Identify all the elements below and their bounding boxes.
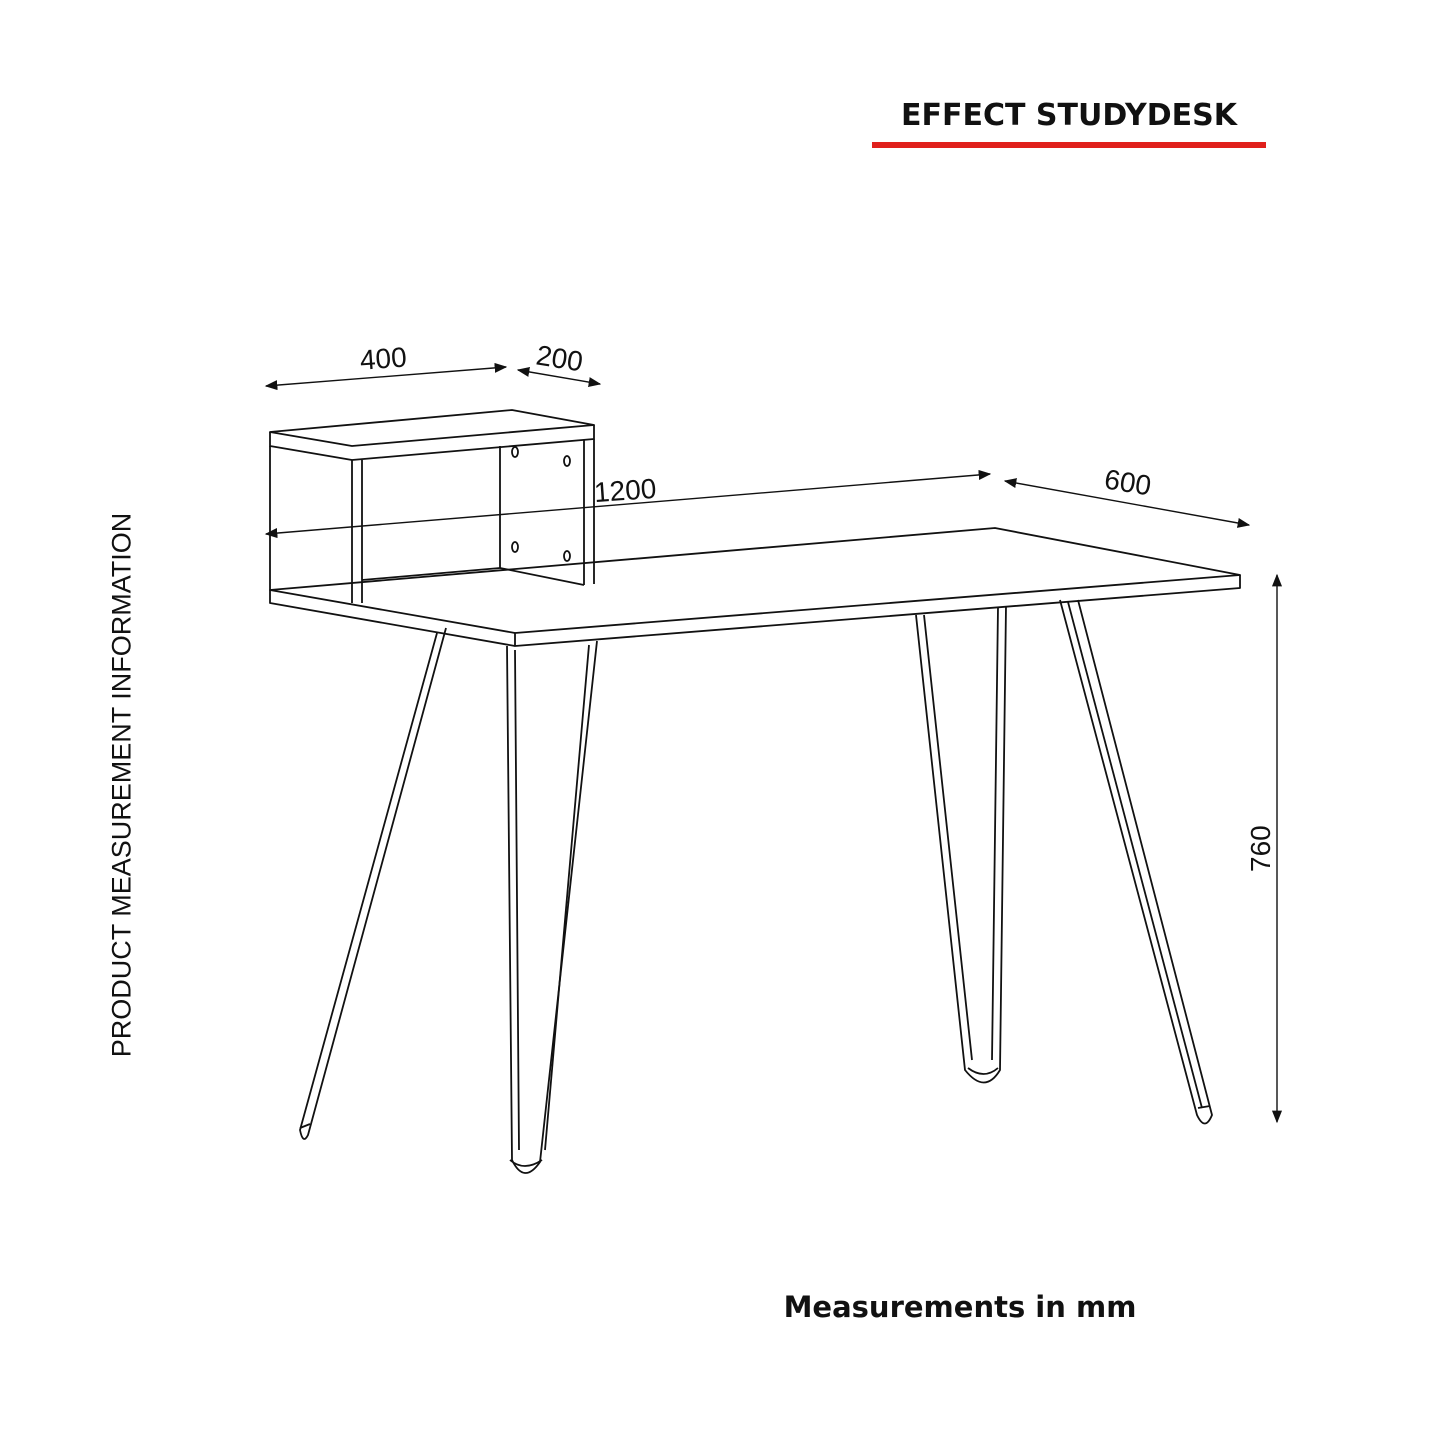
dim-label-shelf-depth: 200 [534, 339, 586, 378]
screw-hole [512, 447, 518, 457]
desk-top-left-edge [270, 590, 515, 646]
leg-front-right-foot [968, 1068, 998, 1074]
dim-label-desk-height: 760 [1245, 825, 1276, 872]
screw-hole [564, 551, 570, 561]
shelf-right-panel-base [500, 568, 584, 585]
shelf-left-panel [270, 446, 362, 603]
leg-front-left-inner [515, 645, 589, 1150]
desk-top-front-edge [515, 575, 1240, 646]
leg-back-right-foot [1198, 1106, 1210, 1108]
shelf-inner-bottom [362, 568, 500, 580]
dim-label-desk-width: 1200 [593, 472, 658, 509]
desk-top-surface [270, 528, 1240, 633]
footer-note: Measurements in mm [783, 1290, 1137, 1324]
dim-label-desk-depth: 600 [1102, 463, 1154, 502]
page-title: EFFECT STUDYDESK [900, 98, 1238, 133]
dim-label-shelf-width: 400 [358, 341, 408, 376]
leg-back-right-inner [1068, 602, 1202, 1108]
leg-front-right-inner [924, 607, 998, 1060]
screw-hole [564, 456, 570, 466]
shelf-top [270, 410, 594, 446]
screw-hole [512, 542, 518, 552]
leg-back-left [300, 628, 446, 1139]
leg-front-left [507, 641, 597, 1173]
shelf-top-front [270, 425, 594, 460]
side-label-text: PRODUCT MEASUREMENT INFORMATION [106, 512, 137, 1058]
